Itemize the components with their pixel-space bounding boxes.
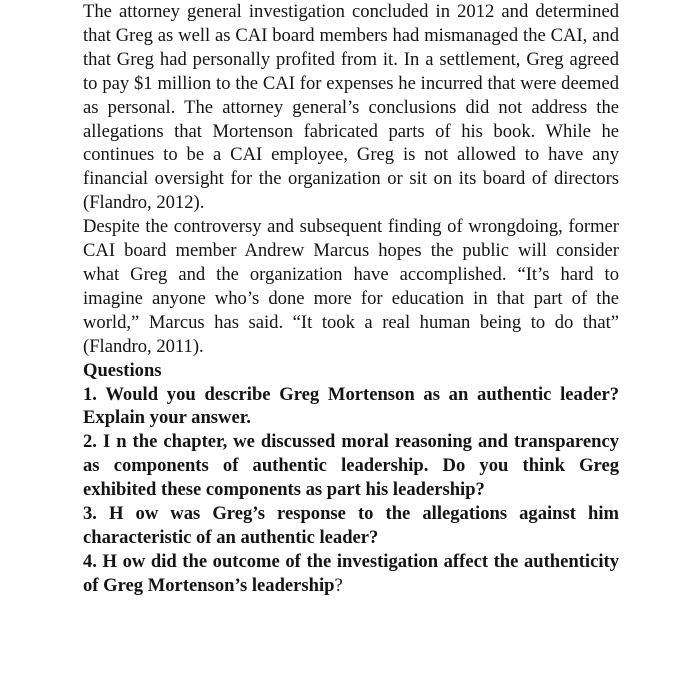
question-3: 3. H ow was Greg’s response to the allegations against him characteristic of an authentic leader? bbox=[83, 503, 619, 548]
question-4 bbox=[83, 550, 619, 598]
questions-heading: Questions bbox=[83, 359, 162, 381]
question-2: 2. I n the chapter, we discussed moral reasoning and transparency as components of authentic leadership. Do you think Greg exhibited these components as part his leadership? bbox=[83, 431, 619, 501]
question-1: 1. Would you describe Greg Mortenson as an authentic leader? Explain your answer. bbox=[83, 383, 619, 429]
question-4-text: 4. H ow did the outcome of the investigation affect the authenticity of Greg Mortenson’s leadership bbox=[83, 550, 619, 596]
paragraph-investigation: The attorney general investigation concluded in 2012 and determined that Greg as well as CAI board members had mismanaged the CAI, and that Greg had personally profited from it. In a settlement, Greg agreed to pay $1 million to the CAI for expenses he incurred that were deemed as personal. The attorney general’s conclusions did not address the allegations that Mortenson fabricated parts of his book. While he continues to be a CAI employee, Greg is not allowed to have any financial oversight for the organization or sit on its board of directors (Flandro, 2012). bbox=[83, 1, 619, 214]
question-4-end-mark: ? bbox=[334, 574, 343, 596]
paragraph-marcus-quote: Despite the controversy and subsequent finding of wrongdoing, former CAI board member Andrew Marcus hopes the public will consider what Greg and the organization have accomplished. “It’s hard to imagine anyone who’s done more for education in that part of the world,” Marcus has said. “It took a real human being to do that” (Flandro, 2011). bbox=[83, 216, 619, 357]
document-page bbox=[83, 0, 619, 598]
